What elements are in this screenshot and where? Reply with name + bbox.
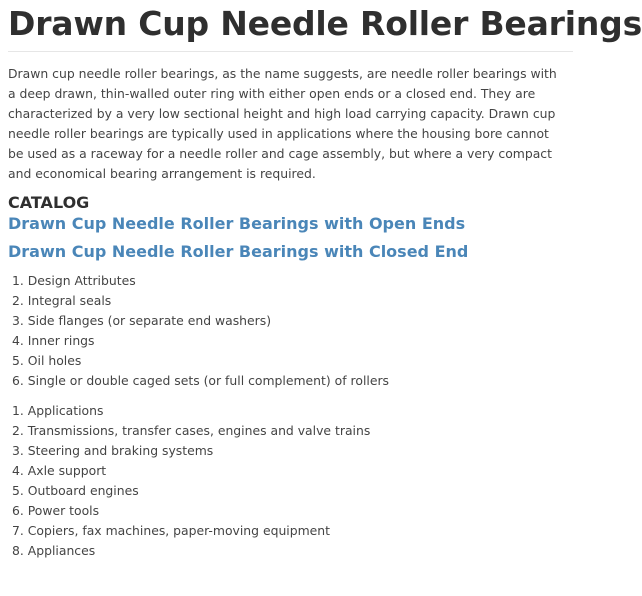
list-item: 5. Oil holes: [12, 353, 82, 368]
list-item: 2. Transmissions, transfer cases, engines and valve trains: [12, 423, 371, 438]
catalog-link-closed-end[interactable]: Drawn Cup Needle Roller Bearings with Closed End: [8, 242, 469, 261]
list-item: 3. Side flanges (or separate end washers): [12, 313, 272, 328]
list-item: 4. Axle support: [12, 463, 107, 478]
list-item: 4. Inner rings: [12, 333, 95, 348]
applications-list: [8, 401, 573, 561]
list-item: 3. Steering and braking systems: [12, 443, 214, 458]
page-title: Drawn Cup Needle Roller Bearings: [8, 4, 642, 43]
list-item: 1. Applications: [12, 403, 104, 418]
list-item: 6. Power tools: [12, 503, 100, 518]
list-item: 6. Single or double caged sets (or full complement) of rollers: [12, 373, 390, 388]
design-attributes-list: [8, 271, 573, 391]
list-item: 8. Appliances: [12, 543, 96, 558]
list-item: 5. Outboard engines: [12, 483, 139, 498]
intro-paragraph: Drawn cup needle roller bearings, as the name suggests, are needle roller bearings with a deep drawn, thin-walled outer ring with either open ends or a closed end. They are characterized by a very low sectional height and high load carrying capacity. Drawn cup needle roller bearings are typically used in applications where the housing bore cannot be used as a raceway for a needle roller and cage assembly, but where a very compact and economical bearing arrangement is required.: [8, 66, 557, 181]
catalog-link-open-ends[interactable]: Drawn Cup Needle Roller Bearings with Open Ends: [8, 214, 466, 233]
catalog-heading: CATALOG: [8, 193, 90, 212]
list-item: 7. Copiers, fax machines, paper-moving equipment: [12, 523, 331, 538]
title-divider: [8, 51, 573, 52]
list-item: 2. Integral seals: [12, 293, 112, 308]
list-item: 1. Design Attributes: [12, 273, 136, 288]
